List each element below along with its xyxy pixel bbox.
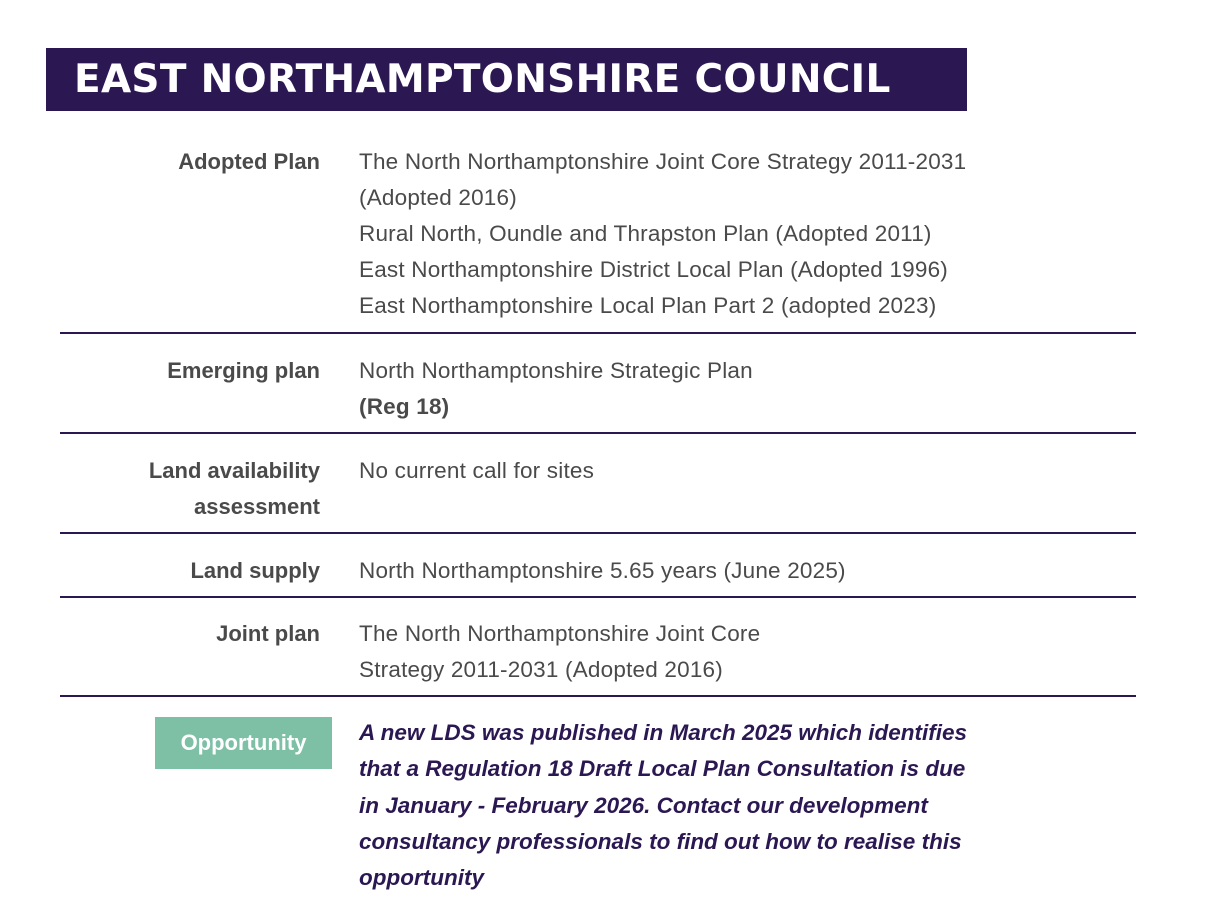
opportunity-line: A new LDS was published in March 2025 which identifies: [359, 720, 968, 745]
opportunity-line: that a Regulation 18 Draft Local Plan Consultation is due: [359, 756, 966, 782]
land-availability-content: [359, 453, 594, 489]
land-availability-label-line: Land availability: [148, 458, 320, 483]
adopted-plan-line: East Northamptonshire District Local Plan (Adopted 1996): [359, 257, 948, 282]
joint-plan-label: Joint plan: [216, 621, 320, 646]
emerging-plan-line: North Northamptonshire Strategic Plan: [359, 358, 753, 383]
joint-plan-line: The North Northamptonshire Joint Core: [359, 621, 761, 646]
land-availability-row: [60, 453, 1136, 534]
adopted-plan-label: Adopted Plan: [178, 149, 320, 174]
opportunity-line: opportunity: [359, 865, 484, 891]
land-availability-label-line: assessment: [194, 494, 320, 519]
land-supply-row: [60, 553, 1136, 598]
land-supply-line: North Northamptonshire 5.65 years (June 2025): [359, 558, 846, 583]
adopted-plan-row: [60, 144, 1136, 334]
land-supply-content: [359, 553, 846, 589]
emerging-plan-row: [60, 353, 1136, 434]
land-supply-label: Land supply: [190, 558, 320, 583]
council-title-banner: [46, 48, 967, 111]
adopted-plan-line: East Northamptonshire Local Plan Part 2 (adopted 2023): [359, 293, 937, 318]
emerging-plan-label: Emerging plan: [167, 358, 320, 383]
joint-plan-row: [60, 616, 1136, 697]
adopted-plan-line: (Adopted 2016): [359, 185, 517, 210]
opportunity-text: [359, 715, 1079, 896]
emerging-plan-stage: (Reg 18): [359, 394, 450, 419]
land-availability-label: [149, 453, 320, 525]
joint-plan-content: [359, 616, 760, 688]
land-availability-line: No current call for sites: [359, 458, 595, 483]
opportunity-line: in January - February 2026. Contact our development: [359, 792, 928, 818]
emerging-plan-content: [359, 353, 753, 425]
joint-plan-line: Strategy 2011-2031 (Adopted 2016): [359, 657, 723, 682]
council-title: EAST NORTHAMPTONSHIRE COUNCIL: [74, 57, 891, 102]
adopted-plan-line: The North Northamptonshire Joint Core Strategy 2011-2031: [359, 149, 967, 174]
opportunity-line: consultancy professionals to find out how to realise this: [359, 828, 962, 854]
adopted-plan-content: [359, 144, 966, 324]
opportunity-badge: Opportunity: [155, 717, 332, 769]
adopted-plan-line: Rural North, Oundle and Thrapston Plan (Adopted 2011): [359, 221, 932, 246]
